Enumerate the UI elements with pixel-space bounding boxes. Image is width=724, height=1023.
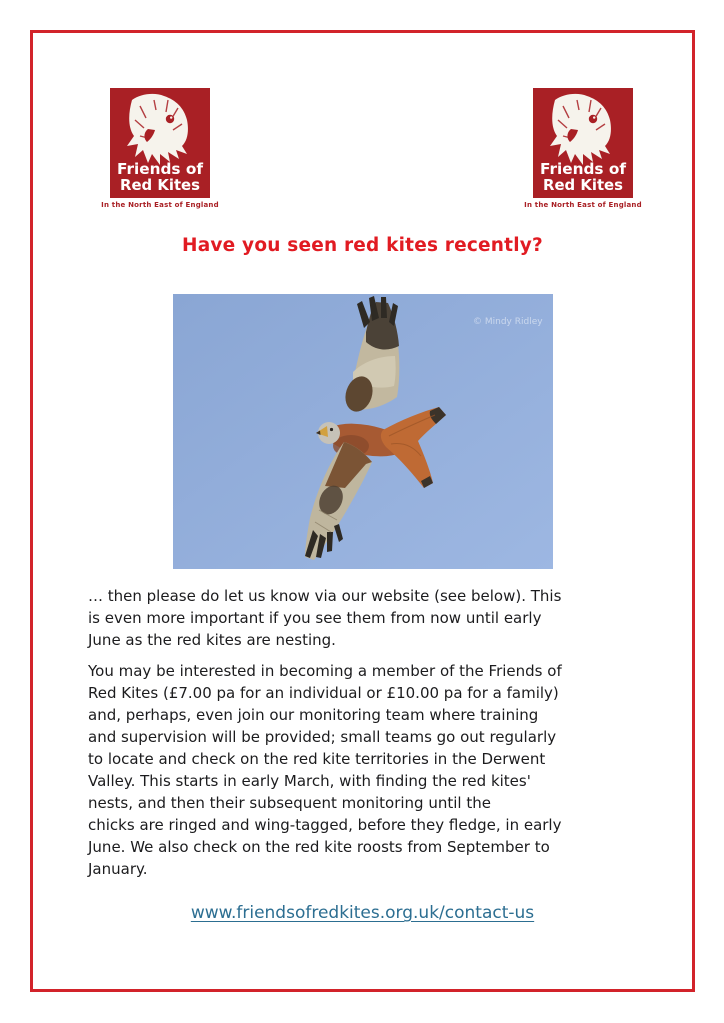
logo-title-line2: Red Kites xyxy=(543,176,624,194)
link-row xyxy=(33,903,692,923)
frok-logo-right xyxy=(516,88,650,209)
logo-title-line2: Red Kites xyxy=(120,176,201,194)
text-line: Red Kites (£7.00 pa for an individual or £10.00 pa for a family) xyxy=(88,684,559,702)
kite-eye xyxy=(589,115,597,123)
photo-watermark: © Mindy Ridley xyxy=(472,317,543,327)
text-line: and supervision will be provided; small teams go out regularly xyxy=(88,728,557,746)
paragraph-1 xyxy=(88,585,652,651)
red-kite-in-flight-image xyxy=(173,294,553,569)
text-line: and, perhaps, even join our monitoring team where training xyxy=(88,706,539,724)
text-line: June as the red kites are nesting. xyxy=(88,631,336,649)
logo-tagline: In the North East of England xyxy=(524,201,642,209)
text-line: chicks are ringed and wing-tagged, before they fledge, in early xyxy=(88,816,562,834)
frok-logo-left xyxy=(93,88,227,209)
bird-eye xyxy=(329,428,332,431)
red-kite-logo-icon xyxy=(110,88,210,198)
text-line: is even more important if you see them from now until early xyxy=(88,609,542,627)
text-line: June. We also check on the red kite roosts from September to xyxy=(88,838,550,856)
red-kite-photo xyxy=(173,294,553,569)
paragraph-2 xyxy=(88,660,652,880)
logo-row xyxy=(33,33,692,209)
text-line: You may be interested in becoming a member of the Friends of xyxy=(88,662,562,680)
text-line: January. xyxy=(88,860,148,878)
text-line: Valley. This starts in early March, with finding the red kites' xyxy=(88,772,531,790)
body-text xyxy=(33,585,692,880)
red-kite-logo-icon xyxy=(533,88,633,198)
page-border xyxy=(30,30,695,992)
text-line: nests, and then their subsequent monitoring until the xyxy=(88,794,491,812)
page-title: Have you seen red kites recently? xyxy=(182,235,543,256)
text-line: … then please do let us know via our website (see below). This xyxy=(88,587,562,605)
logo-tagline: In the North East of England xyxy=(101,201,219,209)
text-line: to locate and check on the red kite territories in the Derwent xyxy=(88,750,546,768)
contact-link[interactable]: www.friendsofredkites.org.uk/contact-us xyxy=(190,903,535,923)
kite-eye xyxy=(166,115,174,123)
logo-title-line1: Friends of xyxy=(117,160,204,178)
logo-title-line1: Friends of xyxy=(540,160,627,178)
